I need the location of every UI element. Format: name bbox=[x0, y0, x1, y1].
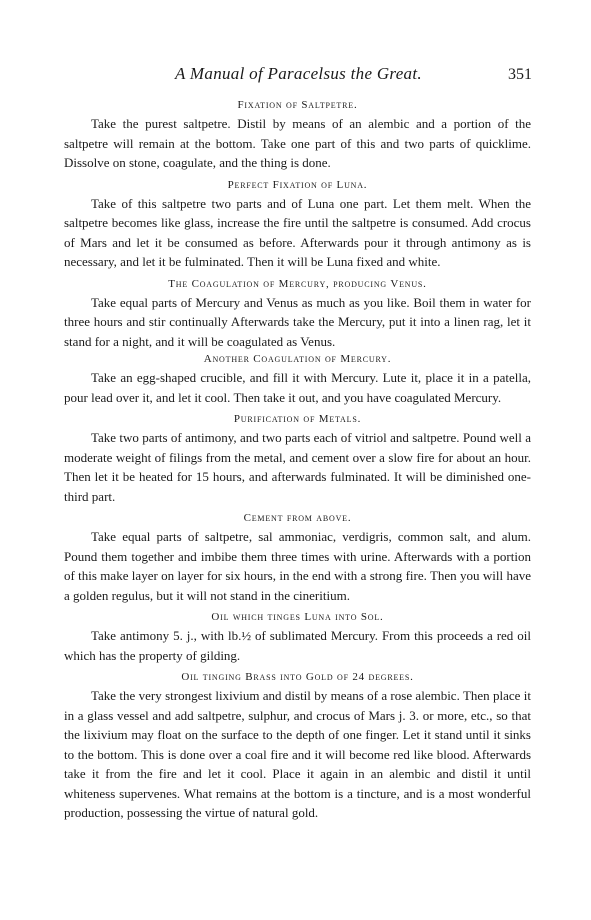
section-oil-luna-into-sol bbox=[64, 609, 531, 665]
running-head bbox=[0, 64, 591, 88]
section-text: Take equal parts of saltpetre, sal ammoniac, verdigris, common salt, and alum. Pound them together and imbibe them three times with urine. Afterwards with a portion of this make layer on layer for six hours, in the end with a strong fire. Then you will have a golden regulus, but it will not stand in the cineritium. bbox=[64, 529, 531, 603]
section-text: Take antimony 5. j., with lb.½ of sublimated Mercury. From this proceeds a red oil which has the property of gilding. bbox=[64, 628, 531, 663]
section-perfect-fixation-of-luna bbox=[64, 177, 531, 272]
section-heading: Oil tinging Brass into Gold of 24 degrees. bbox=[181, 671, 414, 683]
section-heading: Fixation of Saltpetre. bbox=[237, 99, 358, 111]
section-text: Take the very strongest lixivium and distil by means of a rose alembic. Then place it in a glass vessel and add saltpetre, sulphur, and crocus of Mars j. 3. or more, etc., so that the lixivium may float on the surface to the depth of one finger. Let it stand until it sinks to the bottom. This is done over a coal fire and it will become red like blood. Afterwards take it from the fire and let it cool. Place it again in an alembic and distil it until whiteness supervenes. What remains at the bottom is a tincture, and is a most wonderful production, possessing the virtue of natural gold. bbox=[64, 688, 531, 820]
section-heading: Purification of Metals. bbox=[233, 413, 362, 425]
section-coagulation-of-mercury bbox=[64, 276, 531, 352]
section-text: Take two parts of antimony, and two parts each of vitriol and saltpetre. Pound well a moderate weight of filings from the metal, and cement over a slow fire for about an hour. Then let it be heated for 15 hours, and afterwards fulminated. It will be diminished one-third part. bbox=[64, 430, 531, 504]
page-content bbox=[64, 97, 531, 823]
section-another-coagulation bbox=[64, 351, 531, 407]
section-oil-brass-into-gold bbox=[64, 669, 531, 823]
section-fixation-of-saltpetre bbox=[64, 97, 531, 173]
section-heading: Another Coagulation of Mercury. bbox=[203, 353, 392, 365]
section-heading: Perfect Fixation of Luna. bbox=[227, 178, 368, 191]
section-text: Take an egg-shaped crucible, and fill it with Mercury. Lute it, place it in a patella, pour lead over it, and let it cool. Then take it out, and you have coagulated Mercury. bbox=[64, 370, 531, 405]
running-title: A Manual of Paracelsus the Great. bbox=[175, 64, 422, 83]
page-number: 351 bbox=[508, 66, 532, 83]
section-heading: Cement from above. bbox=[243, 512, 352, 524]
section-heading: Oil which tinges Luna into Sol. bbox=[211, 611, 384, 623]
section-text: Take equal parts of Mercury and Venus as much as you like. Boil them in water for three hours and stir continually Afterwards take the Mercury, put it into a linen rag, let it stand for a night, and it will be coagulated as Venus. bbox=[64, 294, 531, 349]
section-text: Take the purest saltpetre. Distil by means of an alembic and a portion of the saltpetre will remain at the bottom. Take one part of this and two parts of quicklime. Dissolve on stone, coagulate, and the thing is done. bbox=[64, 116, 531, 170]
section-purification-of-metals bbox=[64, 411, 531, 506]
section-cement-from-above bbox=[64, 510, 531, 605]
section-heading: The Coagulation of Mercury, producing Venus. bbox=[168, 277, 427, 290]
section-text: Take of this saltpetre two parts and of Luna one part. Let them melt. When the saltpetre becomes like glass, increase the fire until the saltpetre is consumed. Add crocus of Mars and let it be consumed as before. Afterwards pour it through antimony as is necessary, and let it be fulminated. Then it will be Luna fixed and white. bbox=[64, 195, 531, 269]
